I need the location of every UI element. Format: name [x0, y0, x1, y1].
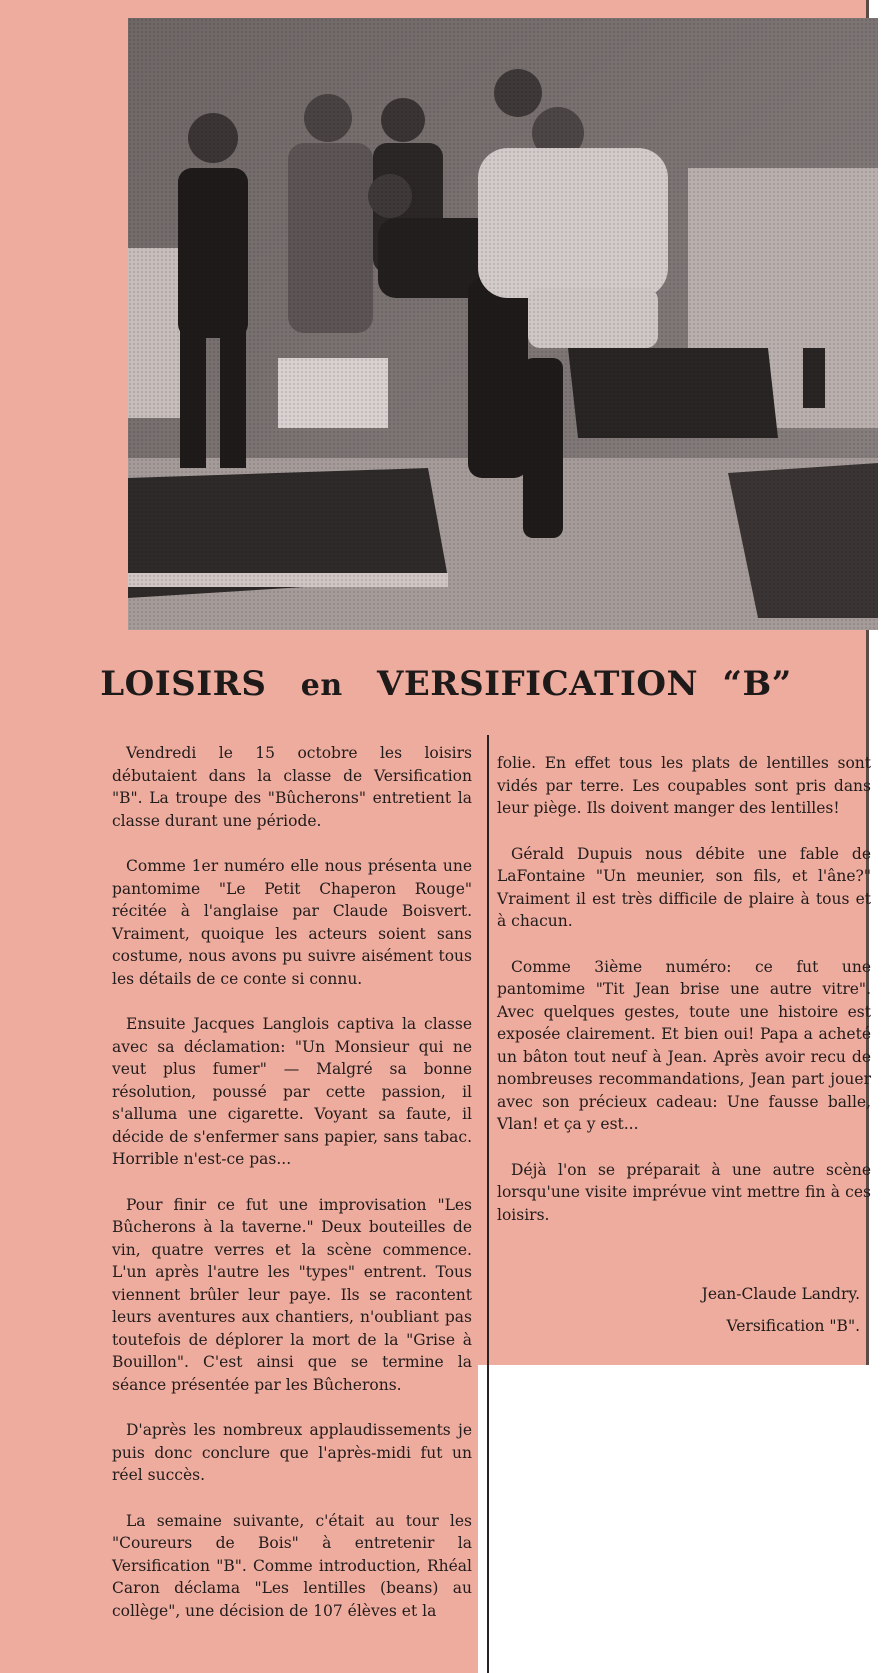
paragraph: Déjà l'on se préparait à une autre scène lorsqu'une visite imprévue vint mettre fin à ces loisirs. [497, 1160, 871, 1224]
byline [702, 1278, 860, 1342]
article-column-right [497, 752, 871, 1249]
halftone-photo [128, 18, 878, 630]
author-name: Jean-Claude Landry. [701, 1285, 860, 1303]
paragraph: Gérald Dupuis nous débite une fable de LaFontaine "Un meunier, son fils, et l'âne?" Vraiment il est très difficile de plaire à tous et à chacun. [497, 844, 871, 930]
article-headline [0, 664, 892, 704]
column-rule [487, 735, 489, 1673]
headline-versification: VERSIFICATION [377, 664, 699, 704]
paragraph: Comme 1er numéro elle nous présenta une pantomime "Le Petit Chaperon Rouge" récitée à l'anglaise par Claude Boisvert. Vraiment, quoique les acteurs soient sans costume, nous avons pu suivre aisément tous les détails de ce conte si connu. [112, 857, 472, 988]
paragraph: Comme 3ième numéro: ce fut une pantomime "Tit Jean brise une autre vitre". Avec quelques gestes, toute une histoire est exposée clairement. Et bien oui! Papa a acheté un bâton tout neuf à Jean. Après avoir recu de nombreuses recommandations, Jean part jouer avec son précieux cadeau: Une fausse balle, Vlan! et ça y est... [497, 957, 871, 1133]
headline-en: en [300, 668, 343, 703]
paragraph: La semaine suivante, c'était au tour les "Coureurs de Bois" à entretenir la Versification "B". Comme introduction, Rhéal Caron déclama "Les lentilles (beans) au collège", une décision de 107 élèves et la [112, 1511, 472, 1620]
article-column-left [112, 742, 472, 1645]
author-class: Versification "B". [726, 1317, 860, 1335]
paragraph: Pour finir ce fut une improvisation "Les Bûcherons à la taverne." Deux bouteilles de vin, quatre verres et la scène commence. L'un après l'autre les "types" entrent. Tous viennent brûler leur paye. Ils se racontent leurs aventures aux chantiers, n'oubliant pas toutefois de déplorer la mort de la "Grise à Bouillon". C'est ainsi que se termine la séance présentée par les Bûcherons. [112, 1195, 472, 1394]
paragraph: Vendredi le 15 octobre les loisirs débutaient dans la classe de Versification "B". La troupe des "Bûcherons" entretient la classe durant une période. [112, 744, 472, 830]
paragraph: folie. En effet tous les plats de lentilles sont vidés par terre. Les coupables sont pris dans leur piège. Ils doivent manger des lentilles! [497, 754, 871, 817]
paragraph: D'après les nombreux applaudissements je puis donc conclure que l'après-midi fut un réel succès. [112, 1421, 472, 1484]
headline-loisirs: LOISIRS [100, 664, 267, 704]
headline-b: “B” [722, 664, 792, 704]
photo-illustration [128, 18, 878, 630]
paragraph: Ensuite Jacques Langlois captiva la classe avec sa déclamation: "Un Monsieur qui ne veut plus fumer" — Malgré sa bonne résolution, poussé par cette passion, il s'alluma une cigarette. Voyant sa faute, il décide de s'enfermer sans papier, sans tabac. Horrible n'est-ce pas... [112, 1015, 472, 1168]
